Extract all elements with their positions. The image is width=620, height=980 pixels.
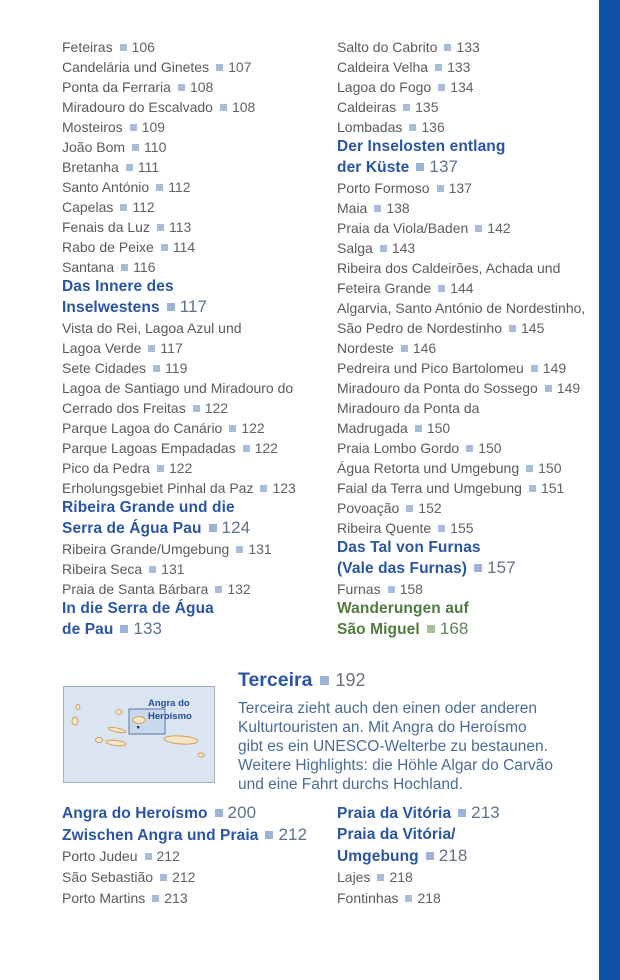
feature-title-row [238, 669, 594, 692]
page-number: 112 [132, 199, 155, 215]
page-number: 108 [231, 99, 256, 115]
page-number: 108 [189, 79, 214, 95]
square-bullet-icon [405, 895, 412, 902]
square-bullet-icon [427, 625, 435, 633]
page-number: 135 [415, 99, 439, 115]
toc-entry [62, 117, 334, 137]
square-bullet-icon [388, 586, 395, 593]
toc-line: Parque Lagoas Empadadas 122 [62, 440, 278, 456]
toc-entry [62, 418, 334, 438]
toc-entry [337, 579, 609, 599]
toc-line: Der Inselosten entlang [337, 138, 506, 155]
toc-line: Praia da Vitória/ [337, 826, 456, 843]
toc-entry [337, 888, 609, 909]
toc-line: Das Tal von Furnas [337, 539, 481, 556]
toc-line: São Sebastião 212 [62, 869, 196, 885]
square-bullet-icon [475, 225, 482, 232]
toc-entry [62, 559, 334, 579]
page-number: 137 [448, 180, 472, 196]
toc-entry [62, 177, 334, 197]
square-bullet-icon [161, 244, 168, 251]
toc-column-bottom-right [337, 802, 609, 909]
square-bullet-icon [526, 465, 533, 472]
square-bullet-icon [157, 224, 164, 231]
toc-line: Candelária und Ginetes 107 [62, 59, 252, 75]
square-bullet-icon [229, 425, 236, 432]
square-bullet-icon [149, 566, 156, 573]
toc-line: Lagoa Verde 117 [62, 340, 183, 356]
map-label [148, 698, 192, 723]
page-number: 123 [272, 480, 296, 496]
square-bullet-icon [209, 524, 217, 532]
toc-entry [337, 498, 609, 518]
toc-line: Faial da Terra und Umgebung 151 [337, 480, 565, 496]
toc-column-top-left [62, 37, 334, 640]
map-label-line: Angra do [148, 698, 190, 709]
toc-heading [62, 498, 334, 539]
page-number: 200 [227, 803, 257, 822]
description-line: Weitere Highlights: die Höhle Algar do Carvão [238, 757, 554, 774]
toc-entry [337, 218, 609, 238]
toc-entry [337, 338, 609, 358]
toc-line: Ribeira Grande/Umgebung 131 [62, 541, 272, 557]
toc-line: Lagoa de Santiago und Miradouro do [62, 380, 294, 396]
toc-line: Maia 138 [337, 200, 410, 216]
square-bullet-icon [466, 445, 473, 452]
toc-line: São Miguel 168 [337, 619, 469, 638]
toc-entry [337, 867, 609, 888]
toc-entry [337, 398, 609, 438]
toc-line: Porto Judeu 212 [62, 848, 180, 864]
toc-line: Praia de Santa Bárbara 132 [62, 581, 251, 597]
page-number: 124 [221, 518, 251, 537]
toc-line: Ribeira Seca 131 [62, 561, 185, 577]
toc-entry [62, 237, 334, 257]
island-flores [72, 717, 78, 725]
toc-column-bottom-left [62, 802, 334, 909]
page-number: 143 [391, 240, 416, 256]
toc-entry [62, 438, 334, 458]
toc-line: Santana 116 [62, 259, 156, 275]
description-line: gibt es ein UNESCO-Welterbe zu bestaunen. [238, 738, 548, 755]
page-number: 117 [160, 340, 183, 356]
description-line: Terceira zieht auch den einen oder anderen [238, 700, 538, 717]
page-number: 155 [450, 520, 474, 536]
island-santa-maria [198, 753, 204, 757]
description-line: Kulturtouristen an. Mit Angra do Heroísmo [238, 719, 527, 736]
square-bullet-icon [529, 485, 536, 492]
toc-entry [62, 358, 334, 378]
toc-line: Wanderungen auf [337, 600, 469, 617]
toc-line: der Küste 137 [337, 157, 459, 176]
toc-line: Santo António 112 [62, 179, 191, 195]
toc-entry [337, 438, 609, 458]
page-number: 122 [168, 460, 193, 476]
page-number: 149 [556, 380, 581, 396]
toc-line: Fontinhas 218 [337, 890, 441, 906]
square-bullet-icon [438, 84, 445, 91]
square-bullet-icon [215, 586, 222, 593]
square-bullet-icon [509, 325, 516, 332]
page-edge-tab-bar [599, 0, 620, 980]
toc-heading [337, 599, 609, 640]
square-bullet-icon [167, 303, 175, 311]
terceira-feature-block [238, 669, 594, 794]
square-bullet-icon [438, 525, 445, 532]
page-number: 150 [538, 460, 562, 476]
toc-line: de Pau 133 [62, 619, 163, 638]
description-line: und eine Fahrt durchs Hochland. [238, 776, 463, 793]
toc-heading [62, 824, 334, 846]
page-number: 117 [179, 297, 208, 316]
toc-line: Angra do Heroísmo 200 [62, 803, 257, 822]
toc-entry [62, 137, 334, 157]
square-bullet-icon [406, 505, 413, 512]
toc-entry [62, 257, 334, 277]
page-number: 218 [438, 846, 468, 865]
island-faial [95, 737, 102, 742]
toc-line: (Vale das Furnas) 157 [337, 558, 516, 577]
toc-entry [337, 57, 609, 77]
square-bullet-icon [265, 831, 273, 839]
square-bullet-icon [374, 205, 381, 212]
toc-line: Caldeira Velha 133 [337, 59, 471, 75]
toc-line: Salga 143 [337, 240, 416, 256]
toc-line: Povoação 152 [337, 500, 442, 516]
toc-entry [337, 77, 609, 97]
page-number: 106 [131, 39, 155, 55]
toc-line: Ribeira Grande und die [62, 499, 235, 516]
toc-entry [62, 217, 334, 237]
toc-line: Das Innere des [62, 278, 174, 295]
toc-entry [62, 846, 334, 867]
toc-line: Ponta da Ferraria 108 [62, 79, 214, 95]
square-bullet-icon [156, 184, 163, 191]
square-bullet-icon [377, 874, 384, 881]
square-bullet-icon [403, 104, 410, 111]
page-number: 131 [161, 561, 185, 577]
page-number: 132 [227, 581, 251, 597]
square-bullet-icon [152, 895, 159, 902]
page-number: 213 [164, 890, 188, 906]
square-bullet-icon [380, 245, 387, 252]
page-number: 133 [447, 59, 471, 75]
toc-line: Água Retorta und Umgebung 150 [337, 460, 562, 476]
toc-line: Madrugada 150 [337, 420, 451, 436]
square-bullet-icon [148, 345, 155, 352]
square-bullet-icon [160, 874, 167, 881]
toc-line: Ribeira Quente 155 [337, 520, 474, 536]
city-marker-dot [137, 726, 139, 728]
toc-column-top-right [337, 37, 609, 640]
toc-line: Erholungsgebiet Pinhal da Paz 123 [62, 480, 296, 496]
page-number: 116 [133, 259, 156, 275]
toc-line: Fenais da Luz 113 [62, 219, 192, 235]
toc-entry [337, 258, 609, 298]
toc-heading [337, 538, 609, 579]
page-number: 168 [439, 619, 469, 638]
island-graciosa [116, 710, 122, 715]
island-terceira [133, 716, 145, 723]
square-bullet-icon [216, 64, 223, 71]
toc-entry [62, 197, 334, 217]
page-number: 110 [144, 139, 167, 155]
page-number: 218 [417, 890, 441, 906]
page-number: 133 [133, 619, 163, 638]
island-pico [106, 739, 126, 747]
toc-heading [337, 824, 609, 867]
toc-entry [62, 888, 334, 909]
toc-entry [62, 539, 334, 559]
toc-entry [337, 97, 609, 117]
toc-entry [337, 117, 609, 137]
square-bullet-icon [416, 163, 424, 171]
toc-line: Bretanha 111 [62, 159, 160, 175]
page-number: 113 [168, 219, 192, 235]
square-bullet-icon [215, 809, 223, 817]
toc-entry [337, 358, 609, 378]
toc-line: Lombadas 136 [337, 119, 445, 135]
square-bullet-icon [120, 625, 128, 633]
toc-entry [62, 579, 334, 599]
square-bullet-icon [435, 64, 442, 71]
square-bullet-icon [401, 345, 408, 352]
toc-entry [337, 458, 609, 478]
toc-entry [62, 57, 334, 77]
island-sao-jorge [108, 726, 126, 734]
toc-line: Serra de Água Pau 124 [62, 518, 251, 537]
toc-line: Porto Formoso 137 [337, 180, 472, 196]
toc-heading [62, 599, 334, 640]
toc-entry [62, 97, 334, 117]
square-bullet-icon [126, 164, 133, 171]
toc-line: Praia da Vitória 213 [337, 803, 500, 822]
toc-entry [337, 238, 609, 258]
square-bullet-icon [121, 264, 128, 271]
page-number: 122 [241, 420, 265, 436]
square-bullet-icon [120, 44, 127, 51]
toc-entry [62, 318, 334, 358]
toc-line: Pico da Pedra 122 [62, 460, 193, 476]
page-number: 157 [487, 558, 516, 577]
page-number: 112 [168, 179, 191, 195]
square-bullet-icon [531, 365, 538, 372]
toc-entry [62, 867, 334, 888]
toc-line: Umgebung 218 [337, 846, 468, 865]
page-number: 213 [471, 803, 500, 822]
square-bullet-icon [130, 124, 137, 131]
toc-line: Rabo de Peixe 114 [62, 239, 196, 255]
island-corvo [76, 704, 80, 709]
toc-line: Zwischen Angra und Praia 212 [62, 825, 308, 844]
toc-entry [337, 178, 609, 198]
page-number: 119 [165, 360, 188, 376]
toc-entry [337, 478, 609, 498]
square-bullet-icon [178, 84, 185, 91]
page-number: 134 [450, 79, 474, 95]
square-bullet-icon [545, 385, 552, 392]
toc-line: Caldeiras 135 [337, 99, 439, 115]
toc-line: In die Serra de Água [62, 600, 214, 617]
map-label-line: Heroísmo [148, 710, 192, 722]
page-number: 212 [278, 825, 308, 844]
square-bullet-icon [438, 285, 445, 292]
square-bullet-icon [193, 405, 200, 412]
page-number: 109 [141, 119, 166, 135]
toc-line: Inselwestens 117 [62, 297, 208, 316]
square-bullet-icon [444, 44, 451, 51]
square-bullet-icon [474, 564, 482, 572]
page-number: 107 [228, 59, 252, 75]
page-number: 122 [204, 400, 229, 416]
page-number: 122 [254, 440, 278, 456]
page-number: 150 [478, 440, 502, 456]
feature-title: Terceira [238, 669, 313, 691]
square-bullet-icon [145, 853, 152, 860]
toc-line: Salto do Cabrito 133 [337, 39, 480, 55]
square-bullet-icon [132, 144, 139, 151]
page-number: 158 [399, 581, 423, 597]
toc-heading [337, 802, 609, 824]
page-number: 111 [137, 159, 160, 175]
toc-line: Praia Lombo Gordo 150 [337, 440, 502, 456]
toc-line: Miradouro do Escalvado 108 [62, 99, 256, 115]
toc-line: Feteira Grande 144 [337, 280, 474, 296]
toc-entry [62, 157, 334, 177]
square-bullet-icon [320, 676, 329, 685]
page-number: 149 [542, 360, 567, 376]
toc-line: Miradouro da Ponta do Sossego 149 [337, 380, 581, 396]
page-number: 133 [456, 39, 480, 55]
feature-description [238, 699, 594, 794]
toc-entry [62, 478, 334, 498]
page-number: 192 [335, 670, 366, 690]
toc-line: Praia da Viola/Baden 142 [337, 220, 511, 236]
toc-entry [62, 77, 334, 97]
toc-heading [62, 802, 334, 824]
toc-line: Nordeste 146 [337, 340, 437, 356]
toc-entry [62, 378, 334, 418]
square-bullet-icon [153, 365, 160, 372]
page-number: 114 [172, 239, 196, 255]
page-number: 212 [156, 848, 180, 864]
page-number: 137 [429, 157, 459, 176]
toc-line: Algarvia, Santo António de Nordestinho, [337, 300, 586, 316]
toc-line: Cerrado dos Freitas 122 [62, 400, 229, 416]
toc-line: Parque Lagoa do Canário 122 [62, 420, 265, 436]
toc-entry [337, 298, 609, 338]
page-number: 151 [540, 480, 565, 496]
page-number: 131 [248, 541, 272, 557]
toc-entry [337, 37, 609, 57]
page-number: 136 [421, 119, 445, 135]
page-number: 150 [426, 420, 451, 436]
toc-line: Lagoa do Fogo 134 [337, 79, 474, 95]
square-bullet-icon [120, 204, 127, 211]
page-number: 144 [450, 280, 474, 296]
toc-entry [62, 37, 334, 57]
square-bullet-icon [409, 124, 416, 131]
square-bullet-icon [426, 852, 434, 860]
page-number: 138 [386, 200, 410, 216]
toc-entry [337, 518, 609, 538]
square-bullet-icon [236, 546, 243, 553]
toc-entry [337, 198, 609, 218]
toc-line: Furnas 158 [337, 581, 423, 597]
azores-overview-map [63, 686, 215, 783]
toc-entry [62, 458, 334, 478]
toc-line: São Pedro de Nordestinho 145 [337, 320, 545, 336]
toc-line: Porto Martins 213 [62, 890, 188, 906]
square-bullet-icon [220, 104, 227, 111]
square-bullet-icon [260, 485, 267, 492]
toc-line: Miradouro da Ponta da [337, 400, 480, 416]
toc-line: João Bom 110 [62, 139, 167, 155]
square-bullet-icon [157, 465, 164, 472]
toc-line: Vista do Rei, Lagoa Azul und [62, 320, 242, 336]
page-number: 218 [389, 869, 413, 885]
toc-line: Lajes 218 [337, 869, 413, 885]
page-number: 142 [487, 220, 511, 236]
page-number: 212 [172, 869, 196, 885]
square-bullet-icon [458, 809, 466, 817]
toc-line: Mosteiros 109 [62, 119, 166, 135]
page-number: 152 [418, 500, 442, 516]
toc-heading [337, 137, 609, 178]
toc-heading [62, 277, 334, 318]
square-bullet-icon [415, 425, 422, 432]
page-number: 146 [412, 340, 437, 356]
page-number: 145 [521, 320, 545, 336]
toc-line: Feteiras 106 [62, 39, 155, 55]
toc-entry [337, 378, 609, 398]
toc-line: Capelas 112 [62, 199, 155, 215]
toc-line: Ribeira dos Caldeirões, Achada und [337, 260, 561, 276]
square-bullet-icon [437, 185, 444, 192]
toc-line: Sete Cidades 119 [62, 360, 188, 376]
toc-line: Pedreira und Pico Bartolomeu 149 [337, 360, 567, 376]
island-sao-miguel [164, 735, 198, 745]
square-bullet-icon [243, 445, 250, 452]
